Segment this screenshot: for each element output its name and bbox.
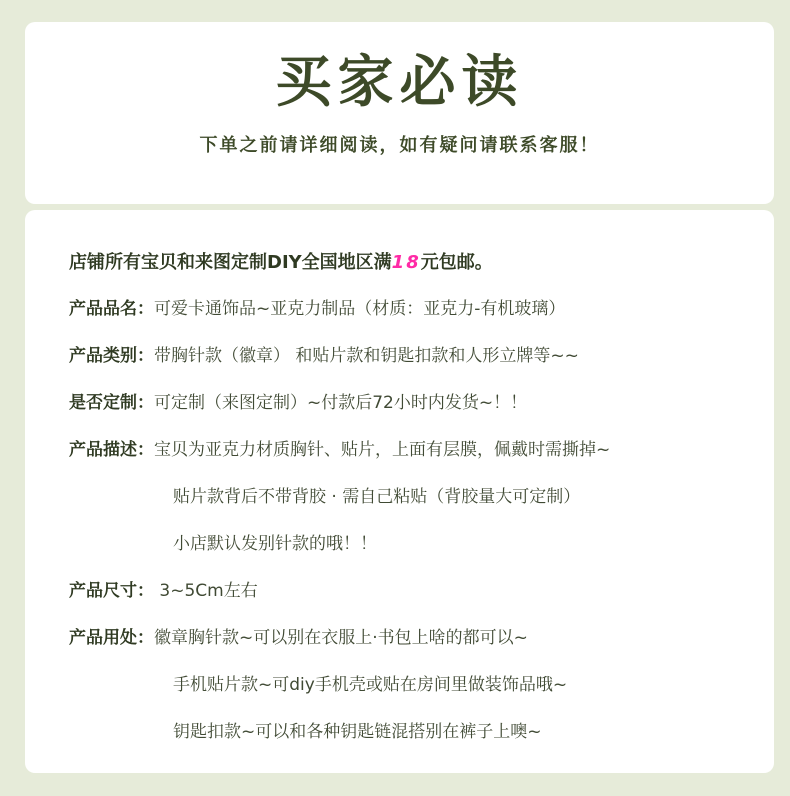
spec-row-customization bbox=[69, 390, 527, 416]
spec-usage-line: 手机贴片款~可diy手机壳或贴在房间里做装饰品哦~ bbox=[173, 675, 568, 695]
shipping-notice-text: 店铺所有宝贝和来图定制DIY全国地区满 bbox=[69, 252, 392, 273]
shipping-notice bbox=[69, 250, 493, 276]
spec-value: 可定制（来图定制）~付款后72小时内发货~！！ bbox=[154, 393, 528, 413]
spec-row-usage bbox=[69, 625, 528, 651]
spec-row-size bbox=[69, 578, 258, 604]
spec-label: 是否定制： bbox=[69, 393, 154, 413]
spec-row-category bbox=[69, 343, 579, 369]
spec-value: 3~5Cm左右 bbox=[154, 581, 258, 601]
spec-label: 产品用处： bbox=[69, 628, 154, 648]
shipping-notice-suffix: 元包邮。 bbox=[420, 252, 493, 273]
spec-label: 产品描述： bbox=[69, 440, 154, 460]
spec-usage-line: 钥匙扣款~可以和各种钥匙链混搭别在裤子上噢~ bbox=[173, 722, 542, 742]
spec-description-line: 小店默认发别针款的哦！！ bbox=[173, 534, 377, 554]
header-card bbox=[25, 22, 774, 204]
page-subtitle: 下单之前请详细阅读，如有疑问请联系客服！ bbox=[199, 135, 600, 156]
spec-label: 产品尺寸： bbox=[69, 581, 154, 601]
spec-row-description bbox=[69, 437, 610, 463]
page-title: 买家必读 bbox=[275, 50, 524, 115]
free-shipping-amount: 18 bbox=[391, 252, 421, 273]
spec-value: 徽章胸针款~可以别在衣服上·书包上啥的都可以~ bbox=[154, 628, 528, 648]
spec-label: 产品类别： bbox=[69, 346, 154, 366]
spec-value: 带胸针款（徽章） 和贴片款和钥匙扣款和人形立牌等~~ bbox=[154, 346, 579, 366]
spec-value: 宝贝为亚克力材质胸针、贴片，上面有层膜，佩戴时需撕掉~ bbox=[154, 440, 611, 460]
spec-row-name bbox=[69, 296, 565, 322]
info-card bbox=[25, 210, 774, 773]
spec-value: 可爱卡通饰品~亚克力制品（材质：亚克力-有机玻璃） bbox=[154, 299, 566, 319]
spec-description-line: 贴片款背后不带背胶 · 需自己粘贴（背胶量大可定制） bbox=[173, 487, 581, 507]
spec-label: 产品品名： bbox=[69, 299, 154, 319]
